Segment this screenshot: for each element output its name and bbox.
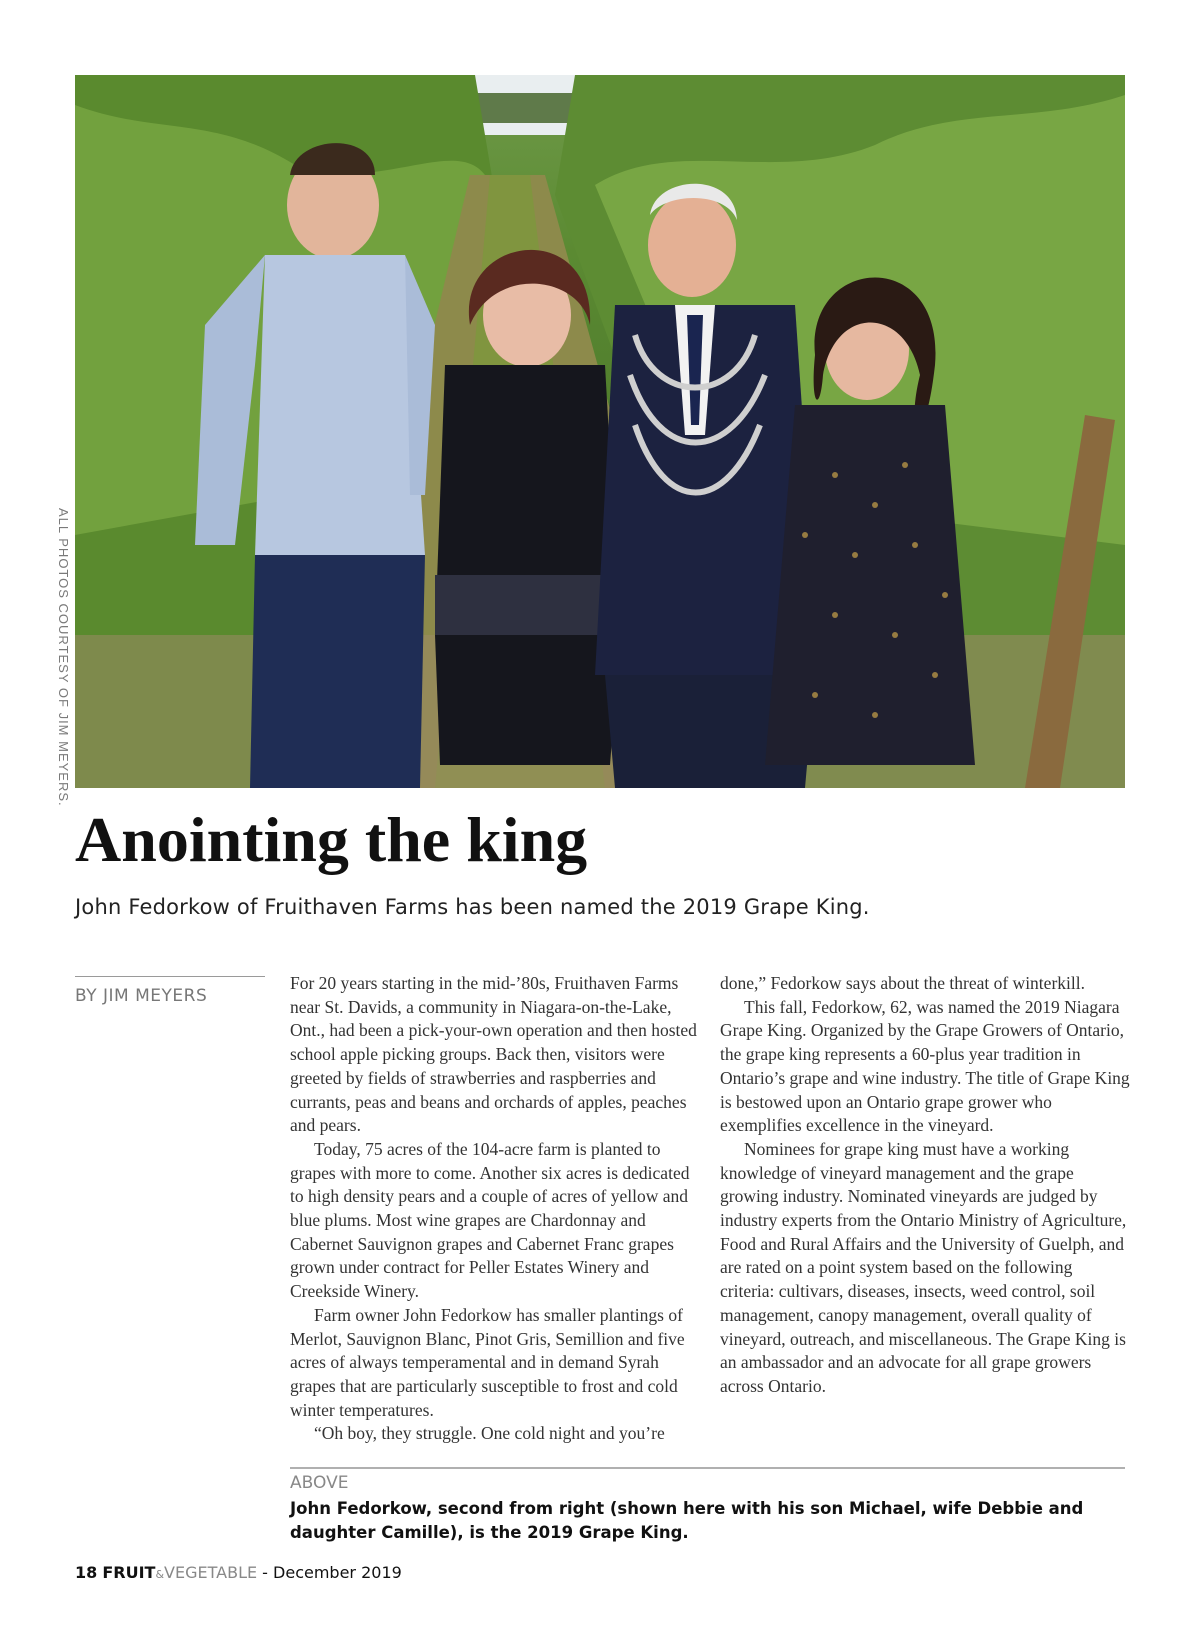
paragraph: Farm owner John Fedorkow has smaller plantings of Merlot, Sauvignon Blanc, Pinot Gris, Semillion and five acres of always temperamental and in demand Syrah grapes that are particularly susceptible to frost and cold winter temperatures. [290, 1304, 685, 1420]
byline: BY JIM MEYERS [75, 986, 208, 1006]
brand-amp: & [155, 1568, 165, 1581]
page-footer [75, 1563, 402, 1582]
brand-secondary: VEGETABLE [164, 1563, 258, 1582]
paragraph: done,” Fedorkow says about the threat of winterkill. [720, 973, 1085, 993]
photo-credit: ALL PHOTOS COURTESY OF JIM MEYERS. [56, 508, 71, 807]
paragraph: “Oh boy, they struggle. One cold night and you’re [314, 1423, 665, 1444]
paragraph: Today, 75 acres of the 104-acre farm is planted to grapes with more to come. Another six acres is dedicated to high density pears and a couple of acres of yellow and blue plums. Most wine grapes are Chardonnay and Cabernet Sauvignon grapes and Cabernet Franc grapes grown under contract for Peller Estates Winery and Creekside Winery. [290, 1138, 690, 1302]
page-number: 18 [75, 1563, 98, 1582]
photo-caption: John Fedorkow, second from right (shown here with his son Michael, wife Debbie and daughter Camille), is the 2019 Grape King. [290, 1499, 1084, 1542]
vineyard-family-illustration [75, 75, 1125, 788]
article-deck: John Fedorkow of Fruithaven Farms has been named the 2019 Grape King. [75, 895, 870, 919]
caption-label: ABOVE [290, 1473, 349, 1493]
brand-primary: FRUIT [102, 1563, 156, 1582]
article-column-1 [290, 972, 698, 1446]
issue-date: - December 2019 [257, 1563, 402, 1582]
hero-photo [75, 75, 1125, 788]
article-column-2 [720, 972, 1130, 1399]
article-headline: Anointing the king [75, 804, 588, 875]
paragraph: For 20 years starting in the mid-’80s, Fruithaven Farms near St. Davids, a community in Niagara-on-the-Lake, Ont., had been a pick-your-own operation and then hosted school apple picking groups. Back then, visitors were greeted by fields of strawberries and raspberries and currants, peas and beans and orchards of apples, peaches and pears. [290, 973, 697, 1136]
byline-divider [75, 976, 265, 977]
paragraph: Nominees for grape king must have a working knowledge of vineyard management and the grape growing industry. Nominated vineyards are judged by industry experts from the Ontario Ministry of Agriculture, Food and Rural Affairs and the University of Guelph, and are rated on a point system based on the following criteria: cultivars, diseases, insects, weed control, soil management, canopy management, overall quality of vineyard, outreach, and miscellaneous. The Grape King is an ambassador and an advocate for all grape growers across Ontario. [720, 1138, 1127, 1396]
caption-divider [290, 1467, 1125, 1469]
paragraph: This fall, Fedorkow, 62, was named the 2019 Niagara Grape King. Organized by the Grape Growers of Ontario, the grape king represents a 60-plus year tradition in Ontario’s grape and wine industry. The title of Grape King is bestowed upon an Ontario grape grower who exemplifies excellence in the vineyard. [720, 996, 1130, 1136]
